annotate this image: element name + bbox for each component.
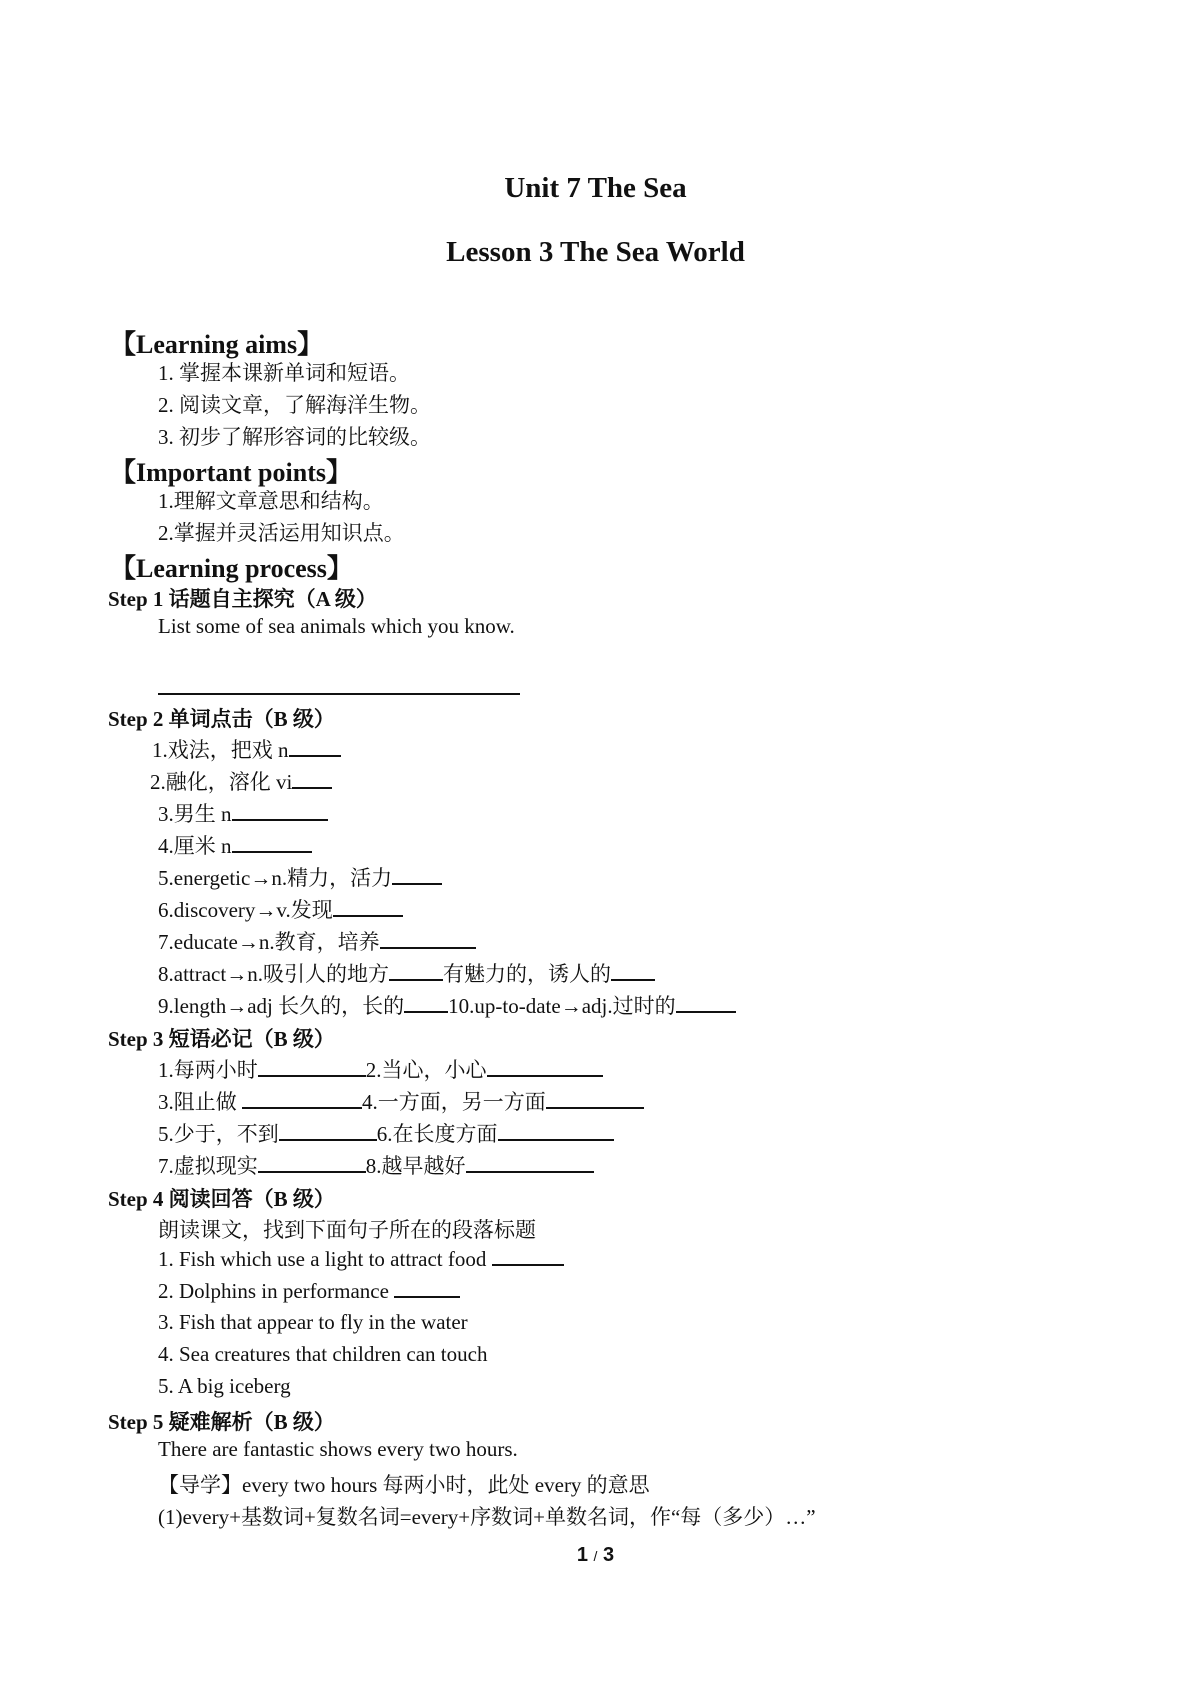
answer-blank <box>232 833 312 853</box>
vocab-item: 9.length→adj 长久的，长的 10.up-to-date→adj.过时的 <box>158 990 736 1020</box>
page-number: 1 / 3 <box>576 1544 615 1566</box>
step1-title: Step 1 话题自主探究（A 级） <box>108 587 377 611</box>
reading-item: 5. A big iceberg <box>158 1374 291 1398</box>
answer-blank <box>380 929 476 949</box>
vocab-item: 3.男生 n <box>158 798 328 828</box>
lesson-title: Lesson 3 The Sea World <box>446 236 745 268</box>
answer-blank <box>242 1089 362 1109</box>
answer-blank <box>279 1121 377 1141</box>
important-points-heading: 【Important points】 <box>110 458 352 487</box>
aim-item: 2. 阅读文章，了解海洋生物。 <box>158 393 431 417</box>
answer-blank <box>389 961 443 981</box>
answer-blank <box>392 865 442 885</box>
answer-blank <box>258 1153 366 1173</box>
answer-blank <box>487 1057 603 1077</box>
answer-blank <box>333 897 403 917</box>
vocab-item: 5.energetic→n.精力，活力 <box>158 862 442 892</box>
step5-title: Step 5 疑难解析（B 级） <box>108 1410 335 1434</box>
step4-intro: 朗读课文，找到下面句子所在的段落标题 <box>158 1218 536 1242</box>
step5-guide: 【导学】every two hours 每两小时，此处 every 的意思 <box>158 1473 650 1497</box>
phrase-row: 1.每两小时 2.当心，小心 <box>158 1054 603 1084</box>
reading-item: 3. Fish that appear to fly in the water <box>158 1310 468 1334</box>
step5-sentence: There are fantastic shows every two hours. <box>158 1437 518 1461</box>
point-item: 1.理解文章意思和结构。 <box>158 489 384 513</box>
answer-blank <box>394 1278 460 1298</box>
vocab-item: 1.戏法，把戏 n <box>152 734 341 764</box>
vocab-item: 4.厘米 n <box>158 830 312 860</box>
answer-blank <box>292 769 332 789</box>
answer-blank <box>546 1089 644 1109</box>
answer-blank <box>676 993 736 1013</box>
reading-item: 2. Dolphins in performance <box>158 1278 460 1304</box>
answer-blank <box>611 961 655 981</box>
step2-title: Step 2 单词点击（B 级） <box>108 707 335 731</box>
vocab-item: 7.educate→n.教育，培养 <box>158 926 476 956</box>
aim-item: 1. 掌握本课新单词和短语。 <box>158 361 410 385</box>
answer-blank <box>258 1057 366 1077</box>
vocab-item: 8.attract→n.吸引人的地方 有魅力的，诱人的 <box>158 958 655 988</box>
answer-blank <box>492 1246 564 1266</box>
unit-title: Unit 7 The Sea <box>504 172 687 204</box>
step1-text: List some of sea animals which you know. <box>158 614 515 638</box>
learning-aims-heading: 【Learning aims】 <box>110 330 324 359</box>
vocab-item: 2.融化，溶化 vi <box>150 766 332 796</box>
point-item: 2.掌握并灵活运用知识点。 <box>158 521 405 545</box>
reading-item: 1. Fish which use a light to attract food <box>158 1246 564 1272</box>
step3-title: Step 3 短语必记（B 级） <box>108 1027 335 1051</box>
step4-title: Step 4 阅读回答（B 级） <box>108 1187 335 1211</box>
answer-blank <box>232 801 328 821</box>
aim-item: 3. 初步了解形容词的比较级。 <box>158 425 431 449</box>
answer-blank <box>466 1153 594 1173</box>
answer-blank <box>404 993 448 1013</box>
phrase-row: 5.少于，不到 6.在长度方面 <box>158 1118 614 1148</box>
answer-blank-line <box>158 693 520 695</box>
phrase-row: 7.虚拟现实 8.越早越好 <box>158 1150 594 1180</box>
answer-blank <box>289 737 341 757</box>
answer-blank <box>498 1121 614 1141</box>
vocab-item: 6.discovery→v.发现 <box>158 894 403 924</box>
step5-rule: (1)every+基数词+复数名词=every+序数词+单数名词，作“每（多少）…” <box>158 1505 816 1529</box>
reading-item: 4. Sea creatures that children can touch <box>158 1342 488 1366</box>
phrase-row: 3.阻止做 4.一方面，另一方面 <box>158 1086 644 1116</box>
learning-process-heading: 【Learning process】 <box>110 554 353 583</box>
